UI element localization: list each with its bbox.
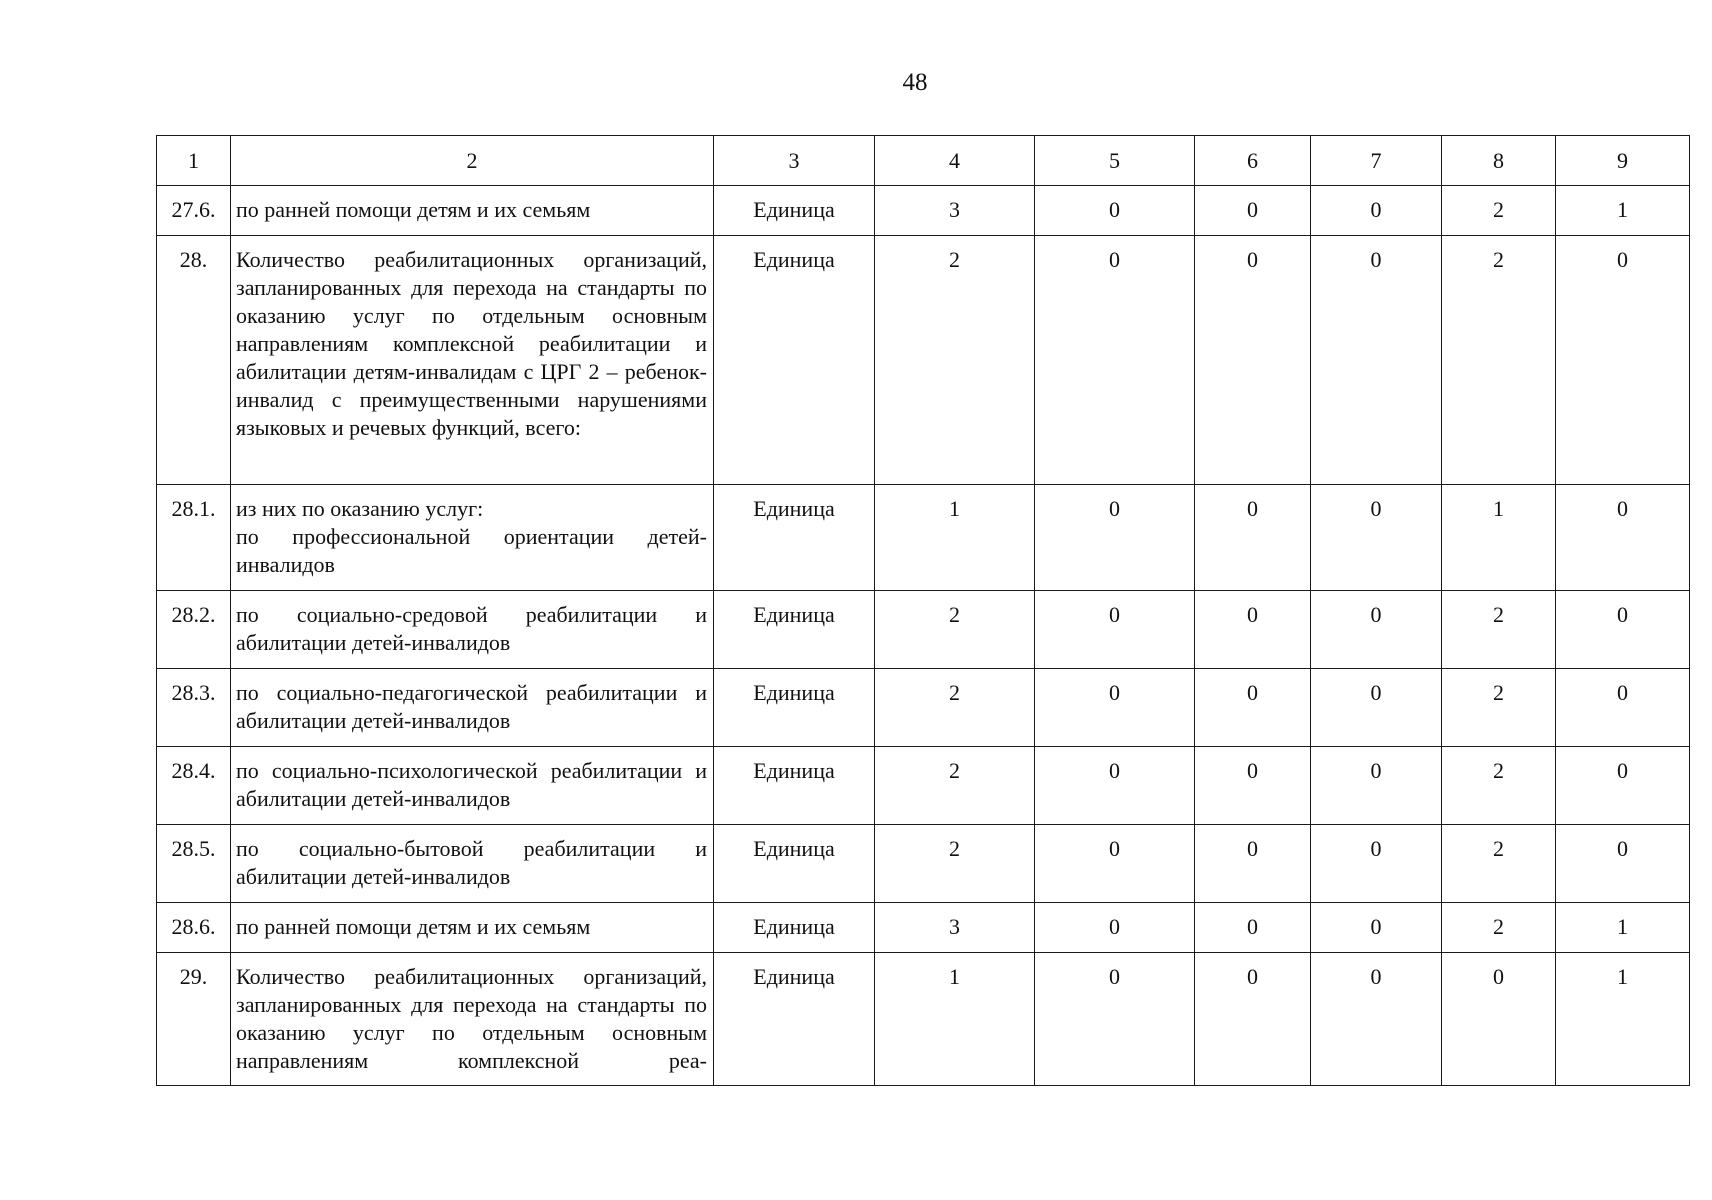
row-value: 0 xyxy=(1311,186,1442,236)
row-value: 0 xyxy=(1311,669,1442,747)
row-value: 0 xyxy=(1035,669,1195,747)
row-description: по социально-педагогической реабилитации и абилитации детей-инвалидов xyxy=(231,669,714,747)
header-cell: 4 xyxy=(875,136,1035,186)
table-row xyxy=(157,825,1690,903)
row-value: 1 xyxy=(1556,953,1690,1086)
row-unit: Единица xyxy=(714,591,875,669)
row-value: 0 xyxy=(1035,186,1195,236)
row-unit: Единица xyxy=(714,903,875,953)
row-value: 2 xyxy=(875,669,1035,747)
header-cell: 2 xyxy=(231,136,714,186)
row-unit: Единица xyxy=(714,825,875,903)
row-value: 0 xyxy=(1035,591,1195,669)
page-number: 48 xyxy=(902,69,928,96)
row-unit: Единица xyxy=(714,485,875,591)
row-value: 2 xyxy=(1442,236,1556,485)
row-number: 28.2. xyxy=(157,591,231,669)
row-value: 0 xyxy=(1195,591,1311,669)
row-value: 0 xyxy=(1195,903,1311,953)
row-description: по ранней помощи детям и их семьям xyxy=(231,903,714,953)
row-value: 0 xyxy=(1442,953,1556,1086)
row-number: 28.1. xyxy=(157,485,231,591)
table-row xyxy=(157,669,1690,747)
table-row xyxy=(157,747,1690,825)
row-description-detail: по профессиональной ориентации детей-инвалидов xyxy=(236,524,707,577)
row-value: 0 xyxy=(1311,236,1442,485)
row-value: 0 xyxy=(1195,747,1311,825)
header-cell: 8 xyxy=(1442,136,1556,186)
row-value: 0 xyxy=(1556,485,1690,591)
row-value: 0 xyxy=(1195,953,1311,1086)
row-value: 1 xyxy=(1556,186,1690,236)
row-value: 0 xyxy=(1035,953,1195,1086)
table-row xyxy=(157,953,1690,1086)
row-value: 2 xyxy=(875,825,1035,903)
row-value: 0 xyxy=(1195,236,1311,485)
row-value: 0 xyxy=(1035,825,1195,903)
row-value: 0 xyxy=(1035,747,1195,825)
table-header-row xyxy=(157,136,1690,186)
header-cell: 1 xyxy=(157,136,231,186)
row-value: 1 xyxy=(1556,903,1690,953)
header-cell: 9 xyxy=(1556,136,1690,186)
table-row xyxy=(157,485,1690,591)
row-value: 2 xyxy=(875,236,1035,485)
table-row xyxy=(157,903,1690,953)
row-value: 1 xyxy=(875,953,1035,1086)
row-description: Количество реабилитационных организаций, запланированных для перехода на стандарты по оказанию услуг по отдельным основным направлениям комплексной реабилитации и абилитации детям-инвалидам с ЦРГ 2 – ребенок-инвалид с преимущественными нарушениями языковых и речевых функций, всего: xyxy=(231,236,714,485)
table-row xyxy=(157,186,1690,236)
row-value: 0 xyxy=(1556,236,1690,485)
row-value: 0 xyxy=(1311,485,1442,591)
row-value: 0 xyxy=(1195,669,1311,747)
row-value: 2 xyxy=(1442,591,1556,669)
header-cell: 6 xyxy=(1195,136,1311,186)
row-number: 28.6. xyxy=(157,903,231,953)
row-unit: Единица xyxy=(714,953,875,1086)
row-description: по социально-средовой реабилитации и абилитации детей-инвалидов xyxy=(231,591,714,669)
row-value: 0 xyxy=(1556,825,1690,903)
row-description: Количество реабилитационных организаций, запланированных для перехода на стандарты по оказанию услуг по отдельным основным направлениям комплексной реа- xyxy=(231,953,714,1086)
header-cell: 7 xyxy=(1311,136,1442,186)
row-value: 0 xyxy=(1035,236,1195,485)
row-number: 28.4. xyxy=(157,747,231,825)
row-value: 0 xyxy=(1311,747,1442,825)
row-value: 0 xyxy=(1311,903,1442,953)
row-description: по ранней помощи детям и их семьям xyxy=(231,186,714,236)
row-value: 0 xyxy=(1195,485,1311,591)
row-unit: Единица xyxy=(714,236,875,485)
header-cell: 5 xyxy=(1035,136,1195,186)
row-value: 0 xyxy=(1311,825,1442,903)
row-description: по социально-бытовой реабилитации и абилитации детей-инвалидов xyxy=(231,825,714,903)
row-value: 2 xyxy=(1442,747,1556,825)
row-value: 1 xyxy=(875,485,1035,591)
row-value: 0 xyxy=(1556,747,1690,825)
row-value: 2 xyxy=(1442,903,1556,953)
row-value: 0 xyxy=(1556,591,1690,669)
row-description: по социально-психологической реабилитации и абилитации детей-инвалидов xyxy=(231,747,714,825)
row-value: 3 xyxy=(875,903,1035,953)
row-number: 29. xyxy=(157,953,231,1086)
row-value: 0 xyxy=(1195,186,1311,236)
header-cell: 3 xyxy=(714,136,875,186)
row-value: 2 xyxy=(1442,186,1556,236)
row-value: 2 xyxy=(875,747,1035,825)
row-value: 0 xyxy=(1195,825,1311,903)
row-value: 0 xyxy=(1311,591,1442,669)
row-description-intro: из них по оказанию услуг: xyxy=(236,496,484,521)
row-unit: Единица xyxy=(714,747,875,825)
table-row xyxy=(157,591,1690,669)
row-value: 0 xyxy=(1311,953,1442,1086)
row-value: 0 xyxy=(1556,669,1690,747)
row-value: 3 xyxy=(875,186,1035,236)
row-value: 0 xyxy=(1035,485,1195,591)
row-value: 1 xyxy=(1442,485,1556,591)
row-value: 2 xyxy=(875,591,1035,669)
row-value: 2 xyxy=(1442,669,1556,747)
row-number: 28.5. xyxy=(157,825,231,903)
row-number: 28.3. xyxy=(157,669,231,747)
table-row xyxy=(157,236,1690,485)
row-description xyxy=(231,485,714,591)
row-unit: Единица xyxy=(714,186,875,236)
row-number: 27.6. xyxy=(157,186,231,236)
row-value: 2 xyxy=(1442,825,1556,903)
row-value: 0 xyxy=(1035,903,1195,953)
data-table xyxy=(156,135,1690,1086)
row-number: 28. xyxy=(157,236,231,485)
row-unit: Единица xyxy=(714,669,875,747)
